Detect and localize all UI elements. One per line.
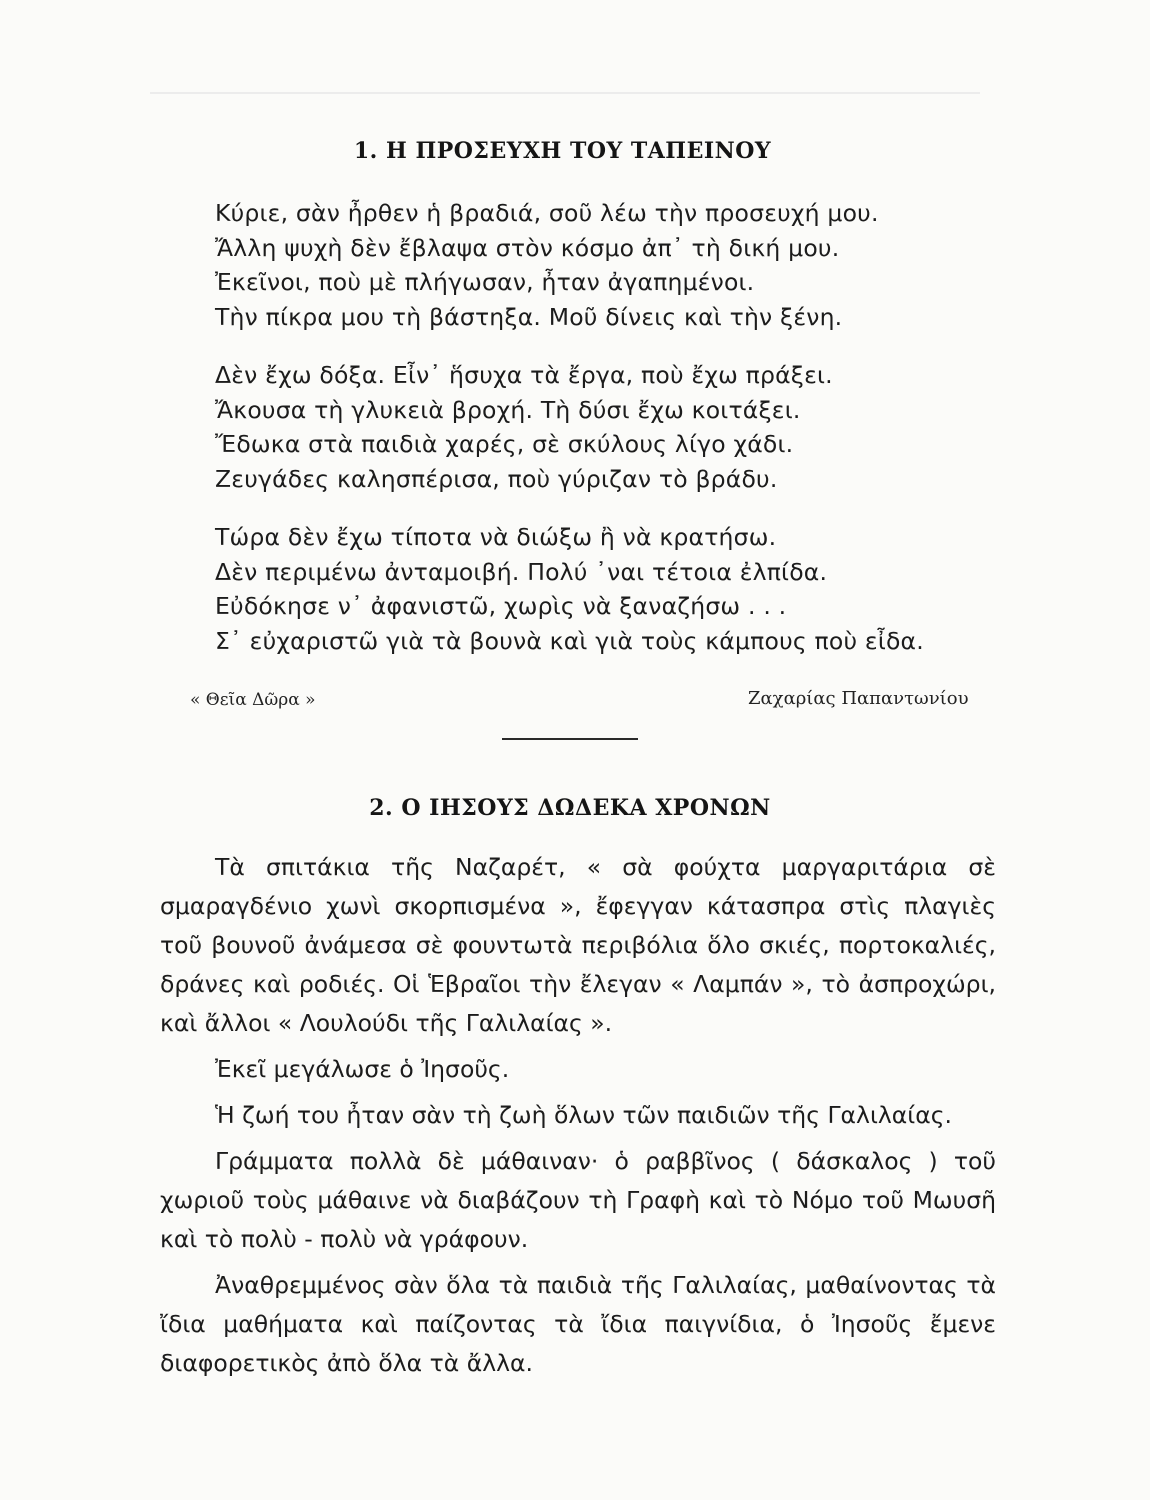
poem-line: Ζευγάδες καλησπέρισα, ποὺ γύριζαν τὸ βράδυ.: [215, 464, 778, 493]
poem: [215, 196, 1035, 658]
poem-stanza: [215, 520, 1035, 658]
poem-line: Εὐδόκησε ν᾽ ἀφανιστῶ, χωρὶς νὰ ξαναζήσω . . .: [215, 592, 787, 620]
poem-line: Τὴν πίκρα μου τὴ βάστηξα. Μοῦ δίνεις καὶ τὴν ξένη.: [215, 302, 843, 331]
poem-line: Σ᾽ εὐχαριστῶ γιὰ τὰ βουνὰ καὶ γιὰ τοὺς κάμπους ποὺ εἶδα.: [215, 626, 924, 655]
section-divider: [502, 738, 638, 740]
prose-body: [160, 848, 996, 1390]
poem-line: Δὲν ἔχω δόξα. Εἶν᾽ ἥσυχα τὰ ἔργα, ποὺ ἔχω πράξει.: [215, 361, 833, 389]
poem-stanza: [215, 358, 1035, 496]
poem-line: Κύριε, σὰν ἦρθεν ἡ βραδιά, σοῦ λέω τὴν προσευχή μου.: [215, 199, 879, 227]
poem-line: Τώρα δὲν ἔχω τίποτα νὰ διώξω ἢ νὰ κρατήσω.: [215, 523, 777, 551]
poem-line: Ἐκεῖνοι, ποὺ μὲ πλήγωσαν, ἦταν ἀγαπημένοι.: [215, 268, 755, 296]
poem-source: « Θεῖα Δῶρα »: [190, 690, 316, 710]
paragraph: Ἡ ζωή του ἦταν σὰν τὴ ζωὴ ὅλων τῶν παιδιῶν τῆς Γαλιλαίας.: [215, 1101, 953, 1129]
poem-line: Ἔδωκα στὰ παιδιὰ χαρές, σὲ σκύλους λίγο χάδι.: [215, 430, 794, 458]
poem-stanza: [215, 196, 1035, 334]
poem-line: Ἄκουσα τὴ γλυκειὰ βροχή. Τὴ δύσι ἔχω κοιτάξει.: [215, 395, 801, 424]
paragraph: Ἀναθρεμμένος σὰν ὅλα τὰ παιδιὰ τῆς Γαλιλαίας, μαθαίνοντας τὰ ἴδια μαθήματα καὶ παίζοντας τὰ ἴδια παιγνίδια, ὁ Ἰησοῦς ἔμενε διαφορετικὸς ἀπὸ ὅλα τὰ ἄλλα.: [160, 1271, 996, 1377]
header-rule: [150, 92, 980, 94]
paragraph: Τὰ σπιτάκια τῆς Ναζαρέτ, « σὰ φούχτα μαργαριτάρια σὲ σμαραγδένιο χωνὶ σκορπισμένα », ἔφεγγαν κάτασπρα στὶς πλαγιὲς τοῦ βουνοῦ ἀνάμεσα σὲ φουντωτὰ περιβόλια ὅλο σκιές, πορτοκαλιές, δράνες καὶ ροδιές. Οἱ Ἑβραῖοι τὴν ἔλεγαν « Λαμπάν », τὸ ἀσπροχώρι, καὶ ἄλλοι « Λουλούδι τῆς Γαλιλαίας ».: [160, 853, 996, 1037]
section-1-heading: 1. Η ΠΡΟΣΕΥΧΗ ΤΟΥ ΤΑΠΕΙΝΟΥ: [353, 138, 772, 164]
paragraph: Γράμματα πολλὰ δὲ μάθαιναν· ὁ ραββῖνος ( δάσκαλος ) τοῦ χωριοῦ τοὺς μάθαινε νὰ διαβάζουν τὴ Γραφὴ καὶ τὸ Νόμο τοῦ Μωυσῆ καὶ τὸ πολὺ - πολὺ νὰ γράφουν.: [160, 1147, 996, 1253]
poem-line: Δὲν περιμένω ἀνταμοιβή. Πολύ ᾽ναι τέτοια ἐλπίδα.: [215, 557, 828, 586]
poem-line: Ἄλλη ψυχὴ δὲν ἔβλαψα στὸν κόσμο ἀπ᾽ τὴ δική μου.: [215, 233, 840, 262]
section-2-heading: 2. Ο ΙΗΣΟΥΣ ΔΩΔΕΚΑ ΧΡΟΝΩΝ: [369, 795, 771, 821]
paragraph: Ἐκεῖ μεγάλωσε ὁ Ἰησοῦς.: [215, 1055, 510, 1083]
poem-author: Ζαχαρίας Παπαντωνίου: [748, 688, 969, 709]
